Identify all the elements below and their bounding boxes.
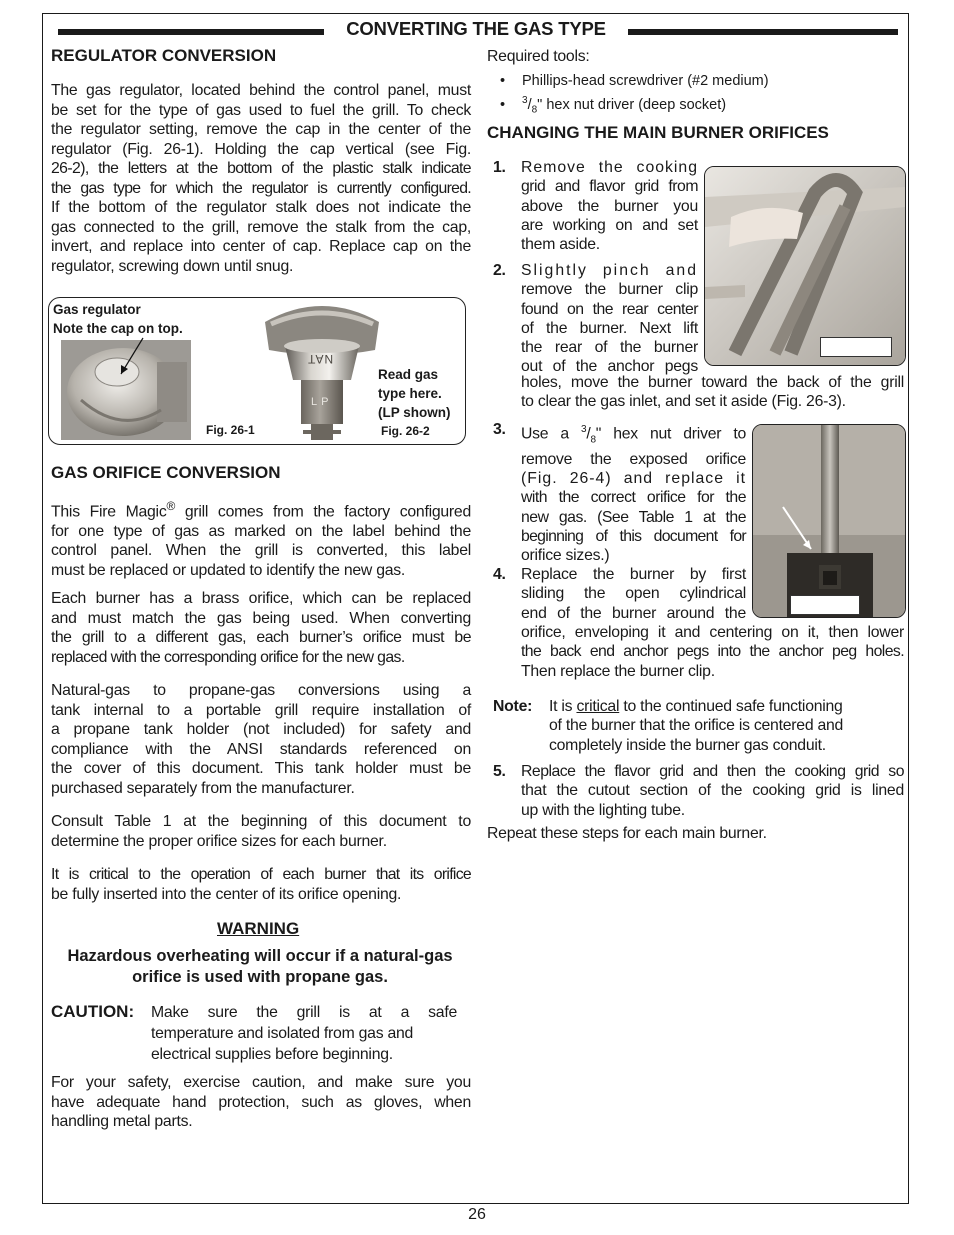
regulator-paragraph (51, 81, 471, 276)
text-line: Replace the flavor grid and then the cooking grid so (521, 763, 904, 780)
text-line: It is critical to the operation of each burner that its orifice (51, 866, 471, 883)
text-line: 26-2), the letters at the bottom of the plastic stalk indicate (51, 160, 471, 177)
stalk-text-lp: LP (311, 396, 333, 408)
text-run: " hex nut driver to (595, 425, 746, 443)
orifice-heading: GAS ORIFICE CONVERSION (51, 463, 281, 482)
figure-label-cap-note: Note the cap on top. (53, 321, 183, 336)
caution-text (151, 1002, 457, 1065)
step-number: 2. (493, 262, 506, 279)
text-line: new gas. (See Table 1 at the (521, 508, 746, 526)
text-line: for one type of gas as marked on the label behind the (51, 522, 471, 540)
text-line: Slightly pinch and (521, 262, 698, 279)
text-line: end of the burner around the (521, 604, 746, 622)
text-line: The gas regulator, located behind the control panel, must (51, 82, 471, 99)
text-line: determine the proper orifice sizes for each burner. (51, 832, 387, 850)
text-line: completely inside the burner gas conduit. (549, 736, 826, 754)
figure-caption-26-2: Fig. 26-2 (381, 424, 430, 438)
text-line: beginning of this document for (521, 527, 746, 545)
step-4-text-wide (521, 623, 904, 681)
step-number: 3. (493, 421, 506, 438)
text-line: found on the rear center (521, 300, 698, 318)
burner-removal-photo (704, 166, 906, 366)
text-line: regulator, screwing down until snug. (51, 257, 294, 275)
text-line: temperature and isolated from gas and (151, 1025, 414, 1042)
regulator-heading: REGULATOR CONVERSION (51, 46, 277, 65)
text-line: must be replaced or updated to identify the new gas. (51, 561, 406, 579)
burner-heading: CHANGING THE MAIN BURNER ORIFICES (487, 123, 829, 142)
note-label: Note: (493, 698, 533, 715)
burner-photo-image (705, 167, 905, 365)
text-line: purchased separately from the manufacturer. (51, 779, 355, 797)
tool-item: " hex nut driver (deep socket) (537, 96, 727, 113)
fraction-denominator: 8 (590, 434, 596, 446)
regulator-cap-photo (257, 298, 387, 445)
text-line: tank internal to a portable grill require installation of (51, 701, 471, 719)
step-2-text (521, 261, 698, 377)
figure-label-box (820, 337, 892, 357)
text-line: remove the burner clip (521, 281, 698, 299)
orifice-photo (752, 424, 906, 618)
text-line: Natural-gas to propane-gas conversions using a (51, 682, 471, 699)
note-text (549, 697, 889, 755)
text-line: the back end anchor pegs into the anchor peg holes. (521, 643, 904, 661)
regulator-figure-box (48, 297, 466, 445)
text-line (549, 697, 889, 716)
orifice-paragraph-2 (51, 589, 471, 667)
warning-text (48, 946, 472, 988)
text-line: the regulator setting, remove the cap in the center of the (51, 121, 471, 138)
critical-emphasis: critical (576, 698, 620, 715)
step-3-text (521, 420, 746, 566)
stalk-text-nat: NAT (307, 352, 334, 366)
text-line: Then replace the burner clip. (521, 662, 715, 680)
text-line: compliance with the ANSI standards referenced on (51, 740, 471, 758)
text-line: up with the lighting tube. (521, 801, 685, 819)
text-line: them aside. (521, 236, 600, 254)
text-line: to clear the gas inlet, and set it aside (Fig. 26-3). (521, 393, 846, 411)
warning-title: WARNING (217, 919, 300, 938)
step-1-text (521, 158, 698, 254)
text-line: If the bottom of the regulator stalk does not indicate the (51, 199, 471, 216)
text-line: the cover of this document. This tank holder must be (51, 760, 471, 777)
text-line: Use a $^3/_8$" hex nut driver to (521, 424, 746, 446)
text-line: the rear of the burner (521, 339, 698, 357)
text-line: replaced with the corresponding orifice for the new gas. (51, 648, 405, 666)
text-line: have adequate hand protection, such as gloves, when (51, 1093, 471, 1111)
text-line: be fully inserted into the center of its orifice opening. (51, 885, 402, 903)
orifice-paragraph-3 (51, 681, 471, 798)
text-line: the grill to a different gas, each burner’s orifice must be (51, 629, 471, 646)
figure-label-read-3: (LP shown) (378, 405, 451, 420)
tools-list (500, 72, 880, 120)
text-line: Make sure the grill is at a safe (151, 1004, 457, 1021)
header-rule-right (628, 29, 898, 35)
text-line: above the burner you (521, 197, 698, 215)
list-item: • $^3/_8$" hex nut driver (deep socket) (500, 95, 727, 116)
fraction-numerator: 3 (522, 95, 528, 106)
step-number: 4. (493, 566, 506, 583)
text-line: and must match the gas being used. When converting (51, 609, 471, 627)
text-line: electrical supplies before beginning. (151, 1046, 393, 1063)
text-line: remove the exposed orifice (521, 450, 746, 468)
figure-label-read-2: type here. (378, 386, 442, 401)
registered-mark: ® (166, 499, 176, 513)
text-line: gas connected to the grill, remove the stalk from the cap, (51, 218, 471, 236)
page-title: CONVERTING THE GAS TYPE (346, 18, 606, 39)
text-line: orifice, enveloping it and centering on it, then lower (521, 624, 904, 641)
step-number: 5. (493, 763, 506, 780)
fraction-denominator: 8 (531, 104, 538, 116)
text-line: of the burner. Next lift (521, 319, 698, 337)
text-line: Remove the cooking (521, 159, 698, 176)
figure-label-box (790, 595, 860, 615)
orifice-photo-image (753, 425, 905, 617)
bullet: • (500, 96, 506, 113)
text-line: For your safety, exercise caution, and make sure you (51, 1074, 471, 1091)
safety-paragraph (51, 1073, 471, 1132)
text-run: to the continued safe functioning (619, 698, 843, 715)
step-4-text (521, 565, 746, 623)
figure-label-regulator: Gas regulator (53, 302, 141, 317)
text-line: holes, move the burner toward the back of the grill (521, 374, 904, 391)
text-line: that the cutout section of the cooking grid is lined (521, 782, 904, 800)
text-line: with the correct orifice for the (521, 489, 746, 507)
tools-heading: Required tools: (487, 48, 590, 65)
step-2-text-wide (521, 373, 904, 412)
text-line: out of the anchor pegs (521, 358, 698, 376)
header-rule-left (58, 29, 324, 35)
orifice-paragraph-1 (51, 497, 471, 580)
text-line: a propane tank holder (not included) for safety and (51, 721, 471, 738)
text-line: (Fig. 26-4) and replace it (521, 470, 746, 488)
repeat-note: Repeat these steps for each main burner. (487, 825, 767, 842)
list-item (500, 72, 880, 91)
pointer-arrow (109, 334, 169, 394)
text-run: It is (549, 698, 577, 715)
orifice-paragraph-5 (51, 865, 471, 904)
text-line: Consult Table 1 at the beginning of this document to (51, 813, 471, 830)
text-line: handling metal parts. (51, 1113, 193, 1130)
fraction-numerator: 3 (581, 424, 587, 435)
text-line: orifice sizes.) (521, 547, 610, 565)
text-line: sliding the open cylindrical (521, 585, 746, 603)
step-5-text (521, 762, 904, 820)
brand-name: This Fire Magic (51, 503, 167, 521)
step-number: 1. (493, 159, 506, 176)
orifice-paragraph-4 (51, 812, 471, 851)
caution-label: CAUTION: (51, 1002, 135, 1021)
text-line: be set for the type of gas used to fuel the grill. To check (51, 101, 471, 119)
text-line: Hazardous overheating will occur if a natural-gas (67, 947, 453, 965)
figure-label-read-1: Read gas (378, 367, 439, 382)
text-line: invert, and replace into center of cap. Replace cap on the (51, 238, 471, 255)
text-line: orifice is used with propane gas. (132, 968, 388, 986)
page-number: 26 (468, 1206, 486, 1223)
text-line: grid and flavor grid from (521, 178, 698, 196)
text-line: control panel. When the grill is converted, this label (51, 542, 471, 560)
text-run: Use a (521, 425, 582, 443)
text-line: are working on and set (521, 216, 698, 234)
text-line: of the burner that the orifice is centered and (549, 717, 844, 735)
figure-caption-26-1: Fig. 26-1 (206, 423, 255, 437)
text-line: regulator (Fig. 26-1). Holding the cap vertical (see Fig. (51, 140, 471, 158)
tool-item: Phillips-head screwdriver (#2 medium) (522, 73, 769, 89)
text-line: the gas type for which the regulator is currently configured. (51, 179, 471, 197)
text-line: Replace the burner by first (521, 566, 746, 583)
text-line: Each burner has a brass orifice, which can be replaced (51, 590, 471, 607)
text-run: grill comes from the factory configured (175, 503, 471, 521)
text-line (51, 497, 471, 522)
bullet: • (500, 73, 506, 89)
